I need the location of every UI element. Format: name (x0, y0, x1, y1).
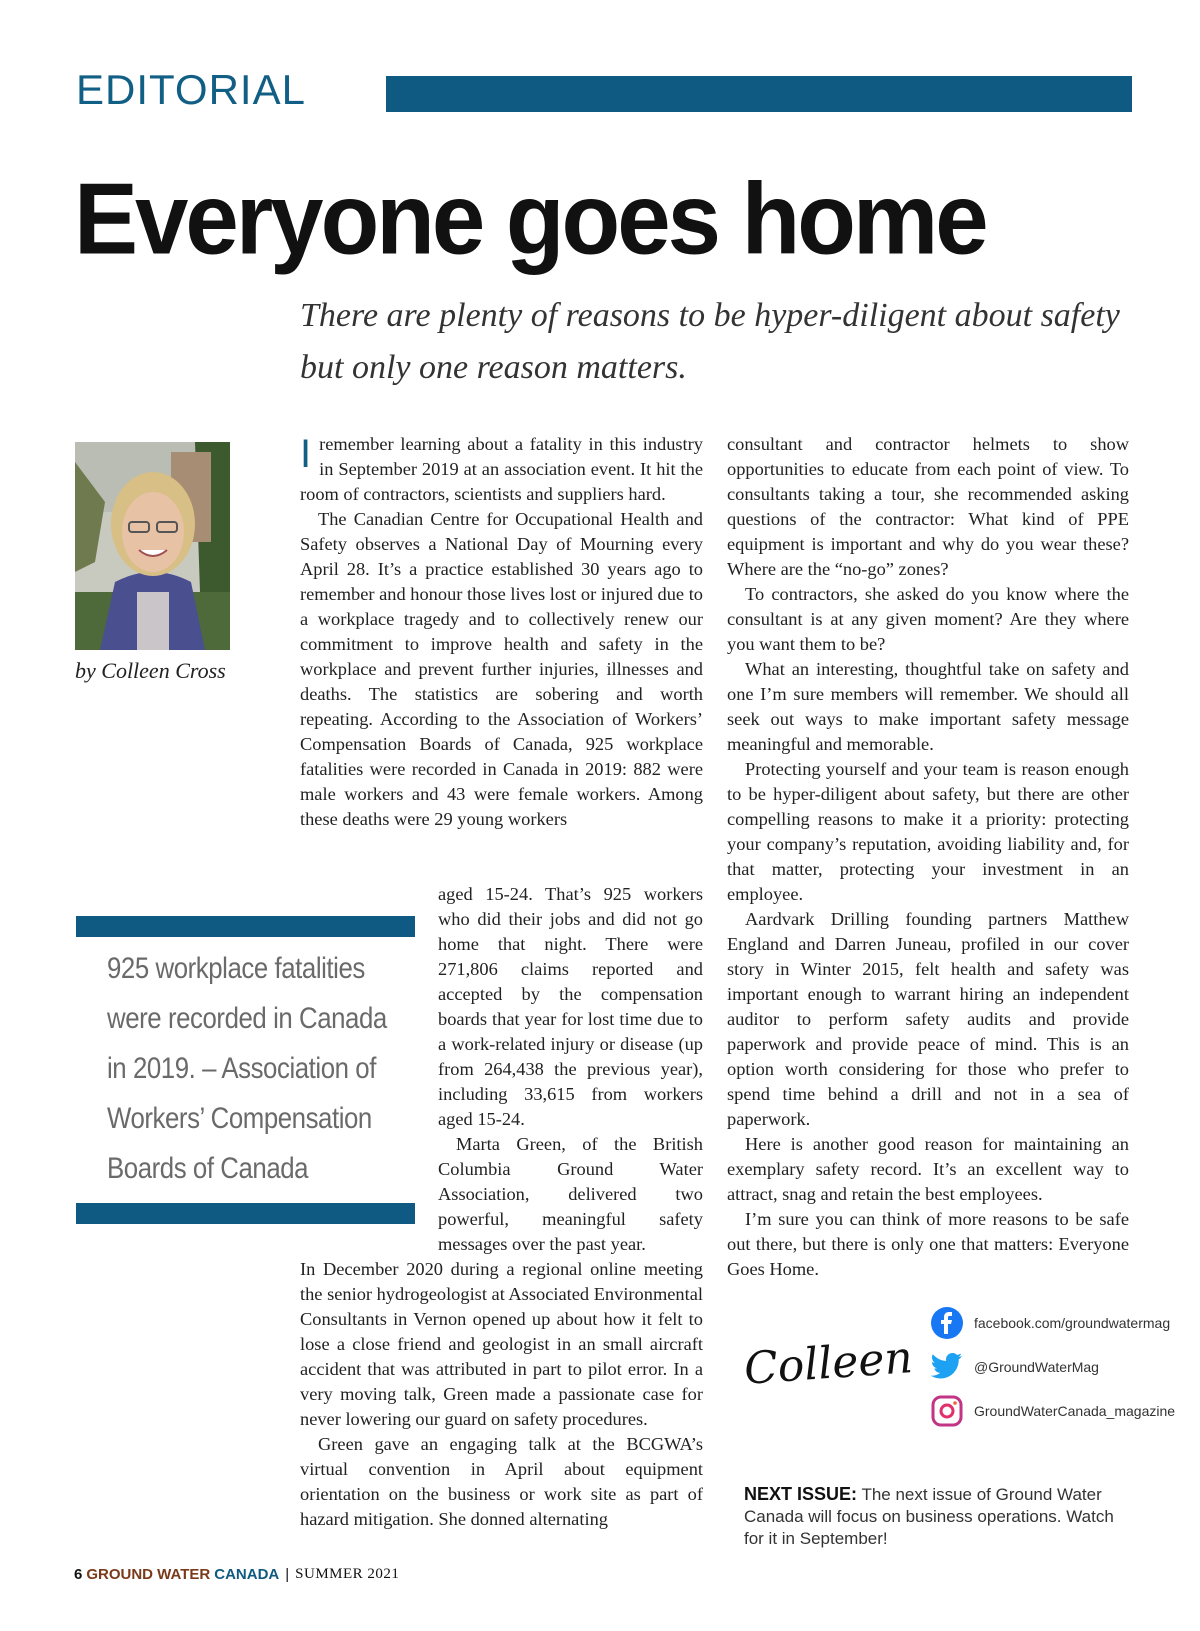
column-1-bottom (300, 1257, 703, 1532)
twitter-handle[interactable]: @GroundWaterMag (974, 1359, 1099, 1375)
paragraph-6: To contractors, she asked do you know where the consultant is at any given moment? Are they where you want them to be? (727, 584, 1129, 654)
author-photo-image (75, 442, 230, 650)
magazine-name-canada: CANADA (214, 1566, 280, 1583)
byline: by Colleen Cross (75, 658, 226, 683)
paragraph-1-text: remember learning about a fatality in this industry in September 2019 at an association event. It hit the room of contractors, scientists and suppliers hard. (300, 434, 703, 504)
facebook-handle[interactable]: facebook.com/groundwatermag (974, 1315, 1171, 1331)
footer-separator: | (285, 1566, 290, 1583)
paragraph-10: Here is another good reason for maintaining an exemplary safety record. It’s an excellent way to attract, snag and retain the best employees. (727, 1134, 1129, 1204)
social-instagram[interactable] (930, 1394, 1175, 1428)
signature: Colleen (742, 1332, 915, 1395)
paragraph-7: What an interesting, thoughtful take on safety and one I’m sure members will remember. We should all seek out ways to make important safety message meaningful and memorable. (727, 659, 1129, 754)
paragraph-9: Aardvark Drilling founding partners Matthew England and Darren Juneau, profiled in our cover story in Winter 2015, felt health and safety was important enough to warrant hiring an independent auditor to perform safety audits and provide paperwork and provide peace of mind. This is an option worth considering for those who prefer to spend time behind a drill and not in a sea of paperwork. (727, 909, 1129, 1129)
social-facebook[interactable] (930, 1306, 1170, 1340)
instagram-handle[interactable]: GroundWaterCanada_magazine (974, 1403, 1176, 1419)
paragraph-5: consultant and contractor helmets to show opportunities to educate from each point of view. To consultants taking a tour, she recommended asking questions of the contractor: What kind of PPE equipment is important and why do you wear these? Where are the “no-go” zones? (727, 434, 1129, 579)
social-twitter[interactable] (930, 1350, 1099, 1384)
instagram-icon (930, 1394, 964, 1428)
paragraph-2: The Canadian Centre for Occupational Health and Safety observes a National Day of Mourning every April 28. It’s a practice established 30 years ago to remember and honour those lives lost or injured due to a workplace tragedy and to collectively renew our commitment to improve health and safety in the workplace and prevent further injuries, illnesses and deaths. The statistics are sobering and worth repeating. According to the Association of Workers’ Compensation Boards of Canada, 925 workplace fatalities were recorded in Canada in 2019: 882 were male workers and 43 were female workers. Among these deaths were 29 young workers (300, 509, 703, 829)
page-number: 6 (74, 1566, 83, 1583)
paragraph-3-continued: In December 2020 during a regional online meeting the senior hydrogeologist at Associated Environmental Consultants in Vernon opened up about how it felt to lose a close friend and geologist in an small aircraft accident that was attributed in part to pilot error. In a very moving talk, Green made a passionate case for never lowering our guard on safety procedures. (300, 1259, 703, 1429)
magazine-name-ground-water: GROUND WATER (86, 1566, 211, 1583)
page-footer (74, 1566, 399, 1583)
author-photo (75, 442, 230, 650)
pullquote: 925 workplace fatalities were recorded in Canada in 2019. – Association of Workers’ Compensation Boards of Canada (107, 952, 387, 1185)
paragraph-4: Green gave an engaging talk at the BCGWA’s virtual convention in April about equipment orientation on the business or work site as part of hazard mitigation. She donned alternating (300, 1434, 703, 1529)
paragraph-11: I’m sure you can think of more reasons to be safe out there, but there is only one that matters: Everyone Goes Home. (727, 1209, 1129, 1279)
paragraph-2-continued: aged 15-24. That’s 925 workers who did their jobs and did not go home that night. There were 271,806 claims reported and accepted by the compensation boards that year for lost time due to a work-related injury or disease (up from 264,438 the previous year), including 33,615 from workers aged 15-24. (438, 884, 703, 1129)
pullquote-bar-bottom (76, 1203, 415, 1224)
next-issue-label: NEXT ISSUE: (744, 1484, 858, 1504)
next-issue-note (744, 1483, 1134, 1550)
next-issue-text: The next issue of Ground Water Canada will focus on business operations. Watch for it in September! (744, 1485, 1114, 1548)
paragraph-8: Protecting yourself and your team is reason enough to be hyper-diligent about safety, but there are other compelling reasons to make it a priority: protecting your company’s reputation, avoiding liability and, for that matter, protecting your investment in an employee. (727, 759, 1129, 904)
section-label: EDITORIAL (76, 66, 306, 113)
column-1-middle (438, 882, 703, 1257)
paragraph-3: Marta Green, of the British Columbia Ground Water Association, delivered two powerful, meaningful safety messages over the past year. (438, 1134, 703, 1254)
section-bar (386, 76, 1132, 112)
issue-date: SUMMER 2021 (295, 1566, 400, 1582)
column-2 (727, 432, 1129, 1282)
paragraph-1 (300, 432, 703, 507)
drop-cap: I (300, 432, 312, 476)
column-1-top (300, 432, 703, 832)
deck: There are plenty of reasons to be hyper-diligent about safety but only one reason matters. (300, 297, 1120, 386)
pullquote-bar-top (76, 916, 415, 937)
twitter-icon (930, 1350, 964, 1384)
facebook-icon (930, 1306, 964, 1340)
headline: Everyone goes home (74, 163, 986, 276)
